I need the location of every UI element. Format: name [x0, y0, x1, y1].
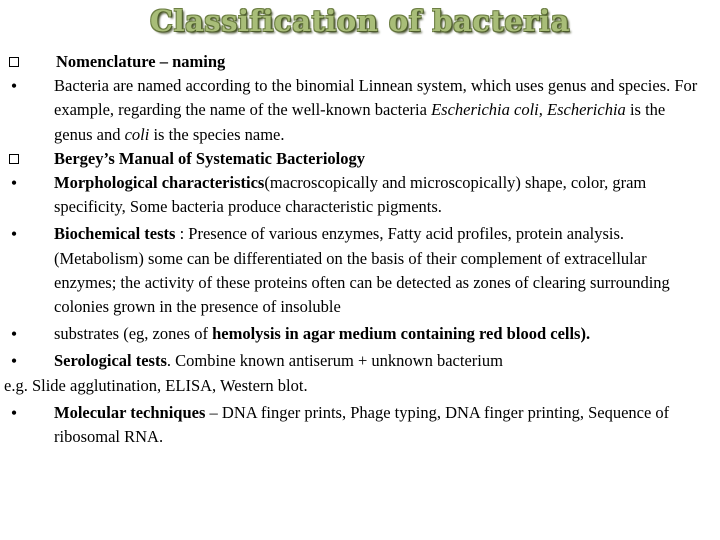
list-item-biochemical	[4, 222, 704, 319]
sero-text: . Combine known antiserum + unknown bacterium	[166, 351, 503, 371]
binomial-text-3: is the species name.	[149, 124, 285, 144]
morph-text: (macroscopically and microscopically) shape, color, gram specificity, Some bacteria produce characteristic pigments.	[54, 173, 647, 217]
dot-bullet-icon: •	[10, 324, 18, 345]
list-item-substrates	[4, 322, 704, 346]
dot-bullet-icon: •	[10, 351, 18, 372]
biochem-bold: Biochemical tests	[54, 224, 176, 244]
substrates-bold: hemolysis in agar medium containing red blood cells).	[212, 324, 591, 344]
list-item-bergey	[4, 147, 704, 171]
page-title: Classification of bacteria	[149, 4, 570, 38]
dot-bullet-icon: •	[10, 76, 18, 97]
dot-bullet-icon: •	[10, 224, 18, 245]
sero-bold: Serological tests	[54, 351, 167, 371]
dot-bullet-icon: •	[10, 173, 18, 194]
binomial-text-1: Bacteria are named according to the binomial Linnean system, which uses genus and species. For example, regarding the name of the well-known bacteria	[54, 76, 698, 120]
binomial-italic-1: Escherichia coli, Escherichia	[431, 100, 626, 120]
list-item-molecular	[4, 401, 704, 449]
checkbox-bullet-icon	[4, 50, 24, 74]
list-item-morphological	[4, 171, 704, 219]
checkbox-bullet-icon	[4, 147, 24, 171]
substrates-text: substrates (eg, zones of	[54, 324, 213, 344]
list-item-serological	[4, 349, 704, 373]
example-text: e.g. Slide agglutination, ELISA, Western blot.	[4, 375, 308, 395]
list-item-binomial	[4, 74, 704, 147]
morph-bold: Morphological characteristics	[54, 173, 265, 193]
molecular-bold: Molecular techniques	[54, 402, 206, 422]
list-item-example	[4, 374, 704, 398]
binomial-italic-2: coli	[124, 124, 150, 144]
molecular-text: – DNA finger prints, Phage typing, DNA finger printing, Sequence of ribosomal RNA.	[54, 402, 670, 447]
dot-bullet-icon: •	[10, 402, 18, 423]
binomial-text-2: is the genus and	[54, 100, 666, 144]
nomenclature-heading: Nomenclature – naming	[56, 52, 226, 71]
list-item-nomenclature	[4, 50, 704, 74]
bergey-heading: Bergey’s Manual of Systematic Bacteriology	[54, 148, 365, 168]
biochem-text: : Presence of various enzymes, Fatty acid profiles, protein analysis. (Metabolism) some can be differentiated on the basis of their complement of extracellular enzymes; the activity of these proteins often can be detected as zones of clearing surrounding colonies grown in the presence of insoluble	[54, 224, 670, 317]
content-list	[4, 50, 704, 449]
